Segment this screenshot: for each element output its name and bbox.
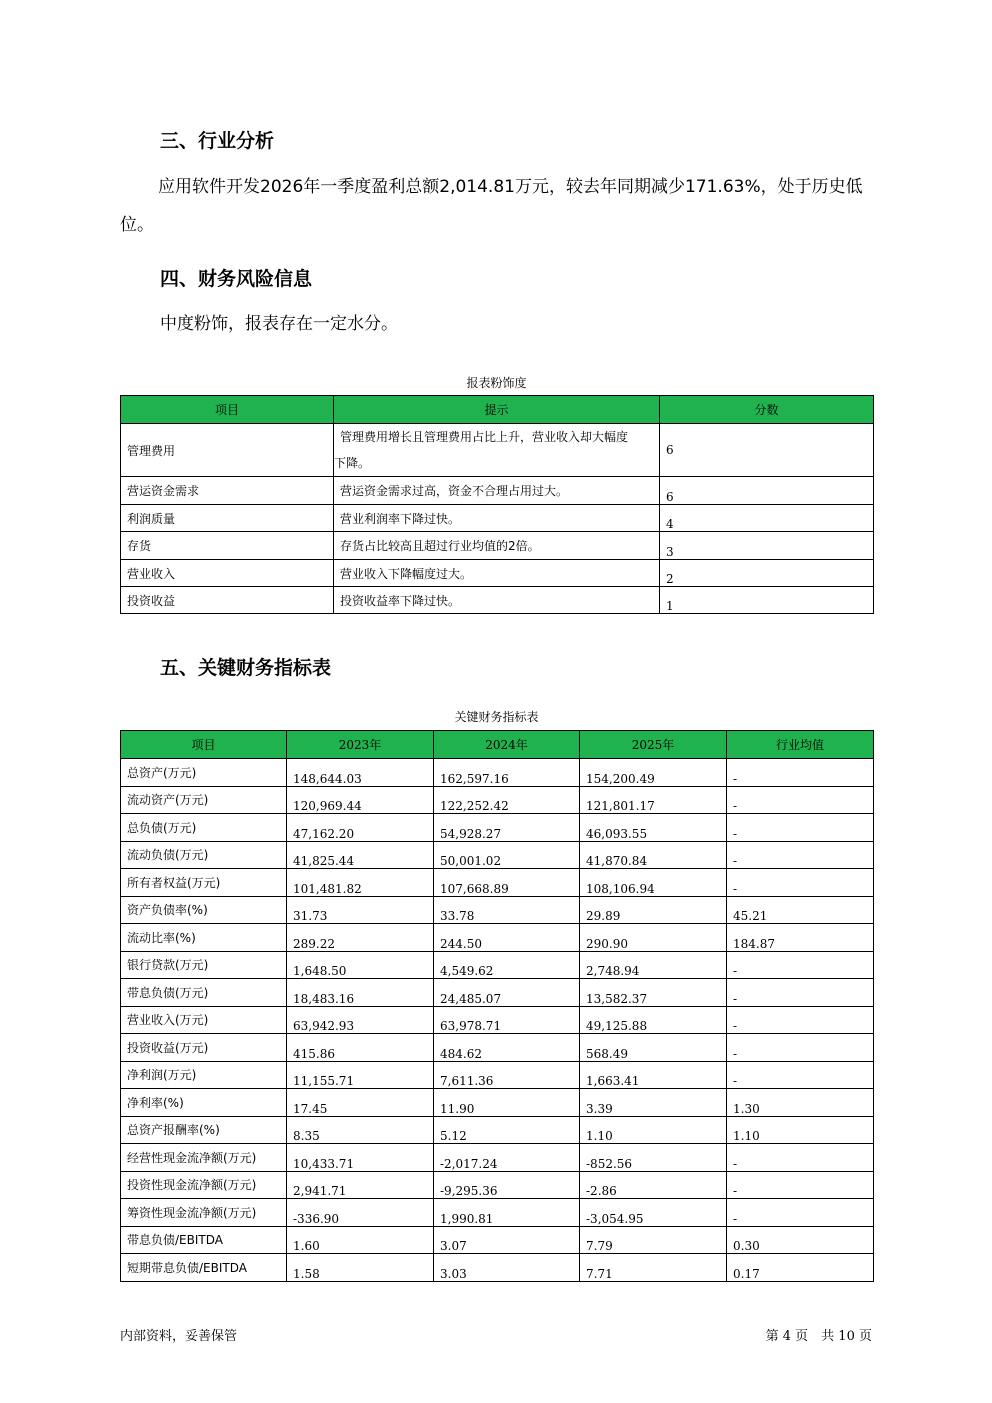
risk-item: 存货 <box>121 532 334 560</box>
fin-value-2024: 33.78 <box>434 896 580 924</box>
footer-page-suffix: 页 <box>858 1329 872 1344</box>
fin-item: 带息负债(万元) <box>121 979 287 1007</box>
table-row <box>121 814 874 842</box>
fin-value-2024: 162,597.16 <box>434 759 580 787</box>
section-4-paragraph: 中度粉饰，报表存在一定水分。 <box>160 314 398 334</box>
risk-header-item: 项目 <box>121 396 334 424</box>
fin-value-2025: 49,125.88 <box>580 1006 727 1034</box>
fin-value-2023: 101,481.82 <box>287 869 434 897</box>
fin-value-2023: 18,483.16 <box>287 979 434 1007</box>
risk-item: 管理费用 <box>121 424 334 477</box>
footer-page-prefix: 第 <box>765 1329 779 1344</box>
fin-value-2025: 41,870.84 <box>580 841 727 869</box>
fin-header-2023: 2023年 <box>287 731 434 759</box>
fin-value-2023: 17.45 <box>287 1089 434 1117</box>
fin-value-2025: -3,054.95 <box>580 1199 727 1227</box>
risk-item: 利润质量 <box>121 505 334 532</box>
fin-item: 资产负债率(%) <box>121 896 287 924</box>
fin-value-2025: 568.49 <box>580 1034 727 1062</box>
fin-value-2024: 3.03 <box>434 1254 580 1282</box>
fin-header-2025: 2025年 <box>580 731 727 759</box>
fin-industry-avg: 1.10 <box>727 1116 874 1144</box>
fin-item: 带息负债/EBITDA <box>121 1226 287 1254</box>
fin-value-2023: 11,155.71 <box>287 1061 434 1089</box>
section-5-heading: 五、关键财务指标表 <box>160 657 332 679</box>
section-4-heading: 四、财务风险信息 <box>160 268 313 290</box>
fin-industry-avg: - <box>727 759 874 787</box>
fin-industry-avg: - <box>727 869 874 897</box>
risk-hint <box>334 424 660 477</box>
fin-industry-avg: - <box>727 786 874 814</box>
fin-industry-avg: - <box>727 814 874 842</box>
fin-header-2024: 2024年 <box>434 731 580 759</box>
fin-industry-avg: - <box>727 951 874 979</box>
fin-item: 流动负债(万元) <box>121 841 287 869</box>
table-row <box>121 896 874 924</box>
footer-page-total: 10 <box>838 1329 855 1344</box>
risk-header-score: 分数 <box>660 396 874 424</box>
fin-value-2023: 1.60 <box>287 1226 434 1254</box>
fin-item: 短期带息负债/EBITDA <box>121 1254 287 1282</box>
fin-industry-avg: 184.87 <box>727 924 874 952</box>
fin-industry-avg: - <box>727 1006 874 1034</box>
fin-value-2025: 108,106.94 <box>580 869 727 897</box>
risk-score: 3 <box>660 532 874 560</box>
table-row <box>121 1116 874 1144</box>
fin-industry-avg: 1.30 <box>727 1089 874 1117</box>
risk-item: 投资收益 <box>121 587 334 614</box>
fin-value-2024: -2,017.24 <box>434 1144 580 1172</box>
risk-table-caption: 报表粉饰度 <box>466 376 527 390</box>
fin-item: 流动资产(万元) <box>121 786 287 814</box>
fin-value-2023: 31.73 <box>287 896 434 924</box>
fin-value-2023: 289.22 <box>287 924 434 952</box>
risk-score: 2 <box>660 560 874 587</box>
fin-value-2023: 63,942.93 <box>287 1006 434 1034</box>
fin-industry-avg: - <box>727 1199 874 1227</box>
table-row <box>121 587 874 614</box>
fin-item: 投资收益(万元) <box>121 1034 287 1062</box>
fin-table-header <box>121 731 874 759</box>
fin-value-2023: 47,162.20 <box>287 814 434 842</box>
fin-item: 营业收入(万元) <box>121 1006 287 1034</box>
fin-industry-avg: - <box>727 1144 874 1172</box>
fin-item: 净利润(万元) <box>121 1061 287 1089</box>
section-3-line-1: 应用软件开发2026年一季度盈利总额2,014.81万元，较去年同期减少171.63%，处于历史低 <box>158 177 863 197</box>
risk-score: 4 <box>660 505 874 532</box>
risk-hint: 营业利润率下降过快。 <box>334 505 660 532</box>
fin-value-2023: 41,825.44 <box>287 841 434 869</box>
fin-value-2025: 2,748.94 <box>580 951 727 979</box>
fin-table-caption: 关键财务指标表 <box>454 710 539 724</box>
table-row <box>121 424 874 477</box>
fin-value-2024: 4,549.62 <box>434 951 580 979</box>
fin-value-2024: 11.90 <box>434 1089 580 1117</box>
fin-value-2023: 2,941.71 <box>287 1171 434 1199</box>
fin-item: 净利率(%) <box>121 1089 287 1117</box>
footer-page-mid: 页 共 <box>795 1329 835 1344</box>
risk-hint: 营运资金需求过高，资金不合理占用过大。 <box>334 477 660 505</box>
table-row <box>121 786 874 814</box>
risk-hint: 营业收入下降幅度过大。 <box>334 560 660 587</box>
fin-item: 投资性现金流净额(万元) <box>121 1171 287 1199</box>
fin-value-2025: 290.90 <box>580 924 727 952</box>
fin-value-2023: 1.58 <box>287 1254 434 1282</box>
fin-item: 筹资性现金流净额(万元) <box>121 1199 287 1227</box>
risk-score: 6 <box>660 424 874 477</box>
risk-item: 营运资金需求 <box>121 477 334 505</box>
fin-value-2025: 1,663.41 <box>580 1061 727 1089</box>
risk-table <box>120 395 874 614</box>
fin-industry-avg: 0.17 <box>727 1254 874 1282</box>
fin-value-2025: 46,093.55 <box>580 814 727 842</box>
fin-value-2025: 154,200.49 <box>580 759 727 787</box>
fin-item: 银行贷款(万元) <box>121 951 287 979</box>
fin-industry-avg: 45.21 <box>727 896 874 924</box>
table-row <box>121 979 874 1007</box>
table-row <box>121 505 874 532</box>
fin-value-2024: 63,978.71 <box>434 1006 580 1034</box>
fin-value-2025: 1.10 <box>580 1116 727 1144</box>
section-3-paragraph <box>120 168 875 244</box>
fin-value-2024: 7,611.36 <box>434 1061 580 1089</box>
fin-value-2024: 3.07 <box>434 1226 580 1254</box>
fin-item: 流动比率(%) <box>121 924 287 952</box>
risk-hint-line-2: 下降。 <box>334 456 371 470</box>
risk-header-hint: 提示 <box>334 396 660 424</box>
risk-hint: 投资收益率下降过快。 <box>334 587 660 614</box>
fin-value-2023: 148,644.03 <box>287 759 434 787</box>
fin-value-2023: 415.86 <box>287 1034 434 1062</box>
table-row <box>121 1006 874 1034</box>
risk-table-header <box>121 396 874 424</box>
fin-table-body <box>121 759 874 1282</box>
table-row <box>121 1171 874 1199</box>
fin-value-2024: 50,001.02 <box>434 841 580 869</box>
table-row <box>121 841 874 869</box>
footer-page-number: 4 <box>782 1329 791 1344</box>
fin-industry-avg: - <box>727 1061 874 1089</box>
table-row <box>121 1226 874 1254</box>
fin-item: 经营性现金流净额(万元) <box>121 1144 287 1172</box>
table-row <box>121 759 874 787</box>
fin-value-2024: -9,295.36 <box>434 1171 580 1199</box>
fin-item: 总负债(万元) <box>121 814 287 842</box>
risk-score: 6 <box>660 477 874 505</box>
fin-item: 所有者权益(万元) <box>121 869 287 897</box>
table-row <box>121 1061 874 1089</box>
fin-value-2024: 5.12 <box>434 1116 580 1144</box>
table-row <box>121 869 874 897</box>
table-row <box>121 1254 874 1282</box>
fin-value-2025: 29.89 <box>580 896 727 924</box>
fin-value-2025: -852.56 <box>580 1144 727 1172</box>
fin-value-2024: 1,990.81 <box>434 1199 580 1227</box>
fin-value-2025: 7.79 <box>580 1226 727 1254</box>
fin-industry-avg: - <box>727 1171 874 1199</box>
fin-value-2024: 107,668.89 <box>434 869 580 897</box>
fin-header-item: 项目 <box>121 731 287 759</box>
fin-value-2024: 244.50 <box>434 924 580 952</box>
fin-industry-avg: - <box>727 979 874 1007</box>
fin-value-2025: 3.39 <box>580 1089 727 1117</box>
fin-value-2024: 484.62 <box>434 1034 580 1062</box>
table-row <box>121 951 874 979</box>
table-row <box>121 1089 874 1117</box>
section-3-line-2: 位。 <box>120 215 154 235</box>
fin-value-2025: 121,801.17 <box>580 786 727 814</box>
fin-item: 总资产(万元) <box>121 759 287 787</box>
fin-industry-avg: - <box>727 1034 874 1062</box>
footer-page-info <box>766 1325 872 1344</box>
fin-value-2023: 120,969.44 <box>287 786 434 814</box>
table-row <box>121 560 874 587</box>
fin-value-2023: 8.35 <box>287 1116 434 1144</box>
table-row <box>121 477 874 505</box>
risk-score: 1 <box>660 587 874 614</box>
fin-value-2024: 24,485.07 <box>434 979 580 1007</box>
risk-item: 营业收入 <box>121 560 334 587</box>
table-row <box>121 924 874 952</box>
fin-value-2024: 122,252.42 <box>434 786 580 814</box>
fin-value-2024: 54,928.27 <box>434 814 580 842</box>
financial-indicator-table <box>120 730 874 1282</box>
table-row <box>121 1034 874 1062</box>
fin-value-2023: 10,433.71 <box>287 1144 434 1172</box>
fin-industry-avg: 0.30 <box>727 1226 874 1254</box>
risk-hint-line-1: 管理费用增长且管理费用占比上升，营业收入却大幅度 <box>340 430 629 444</box>
fin-industry-avg: - <box>727 841 874 869</box>
fin-header-industry-avg: 行业均值 <box>727 731 874 759</box>
fin-value-2025: -2.86 <box>580 1171 727 1199</box>
risk-hint: 存货占比较高且超过行业均值的2倍。 <box>334 532 660 560</box>
table-row <box>121 1199 874 1227</box>
fin-value-2025: 13,582.37 <box>580 979 727 1007</box>
fin-value-2023: -336.90 <box>287 1199 434 1227</box>
fin-item: 总资产报酬率(%) <box>121 1116 287 1144</box>
footer-confidential: 内部资料，妥善保管 <box>120 1329 238 1344</box>
table-row <box>121 1144 874 1172</box>
fin-value-2025: 7.71 <box>580 1254 727 1282</box>
fin-value-2023: 1,648.50 <box>287 951 434 979</box>
table-row <box>121 532 874 560</box>
section-3-heading: 三、行业分析 <box>160 130 275 152</box>
